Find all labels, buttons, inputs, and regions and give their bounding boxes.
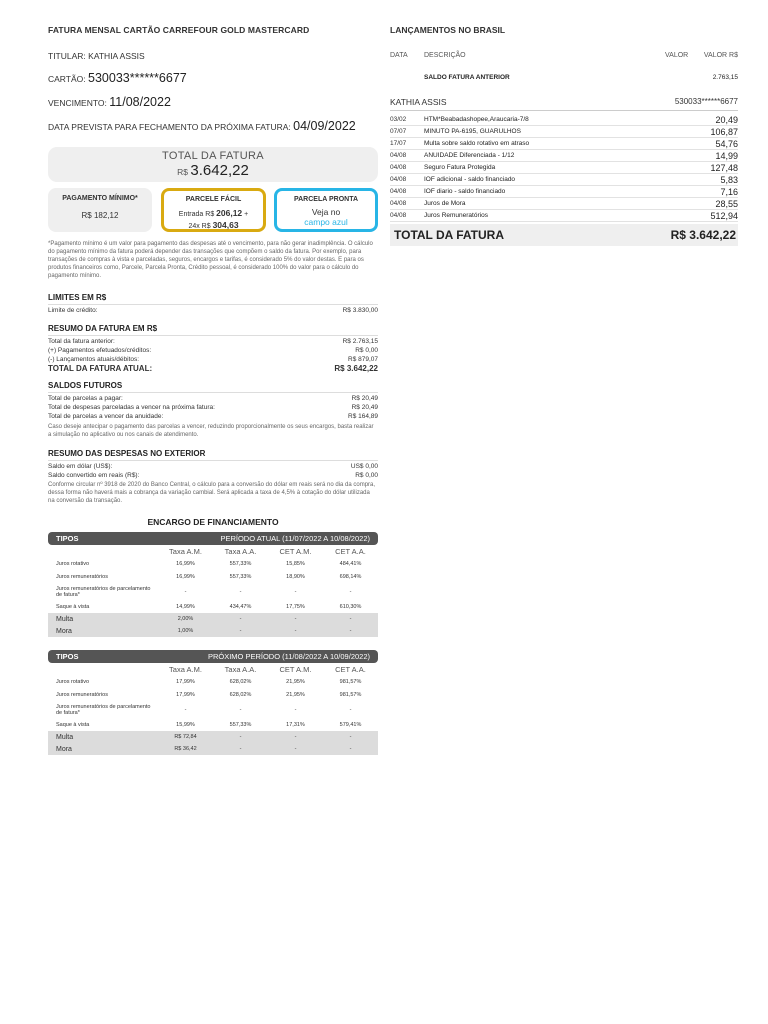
- encargo-row-value: -: [349, 628, 352, 634]
- encargo-row: [48, 600, 378, 613]
- parcela-pronta-line1: Veja no: [311, 207, 341, 217]
- encargo-table-header: [48, 650, 378, 663]
- transaction-description: MINUTO PA-6195, GUARULHOS: [424, 128, 521, 135]
- encargo-row-value: -: [239, 628, 242, 634]
- limites-row-label: Limite de crédito:: [48, 307, 98, 314]
- transaction-date: 04/08: [390, 164, 407, 171]
- encargo-row-value: 17,99%: [176, 678, 195, 685]
- col-descricao-header: DESCRIÇÃO: [424, 52, 466, 59]
- transaction-date: 17/07: [390, 140, 407, 147]
- encargo-table-header: [48, 532, 378, 545]
- encargo-row-name: Mora: [56, 627, 72, 635]
- encargo-column-header: CET A.A.: [335, 664, 366, 674]
- encargo-table-atual: [48, 532, 378, 637]
- fechamento-line: [48, 119, 356, 133]
- encargo-row-value: -: [239, 616, 242, 622]
- transaction-date: 03/02: [390, 116, 407, 123]
- parcelas-value: 304,63: [212, 220, 239, 230]
- saldos-row: [48, 412, 378, 421]
- resumo-row: [48, 346, 378, 355]
- encargo-row-value: -: [294, 746, 297, 752]
- transaction-amount: 28,55: [715, 198, 738, 209]
- encargo-row-value: -: [294, 588, 297, 595]
- encargo-row-value: 15,99%: [176, 721, 195, 728]
- transaction-description: IOF diario - saldo financiado: [424, 188, 506, 195]
- transaction-row: [390, 186, 738, 198]
- transaction-date: 04/08: [390, 188, 407, 195]
- exterior-row-value: R$ 0,00: [355, 472, 378, 479]
- total-amount: 3.642,22: [190, 162, 249, 179]
- encargo-row-name: Juros remuneratórios: [56, 573, 108, 580]
- transaction-description: HTM*Beabadashopee,Araucaria-7/8: [424, 116, 529, 123]
- encargo-column-header: Taxa A.A.: [224, 664, 257, 674]
- encargo-row-value: 2,00%: [177, 616, 194, 622]
- vencimento-line: [48, 95, 171, 109]
- transaction-amount: 127,48: [710, 162, 738, 173]
- holder-card: 530033******6677: [674, 97, 738, 106]
- encargo-row-value: -: [239, 746, 242, 752]
- encargo-periodo-label: PRÓXIMO PERÍODO (11/08/2022 A 10/09/2022): [207, 652, 370, 661]
- encargo-row-name: Juros remuneratórios de parcelamento de fatura*: [56, 703, 151, 716]
- parcela-pronta-line2: campo azul: [304, 217, 348, 227]
- resumo-title: RESUMO DA FATURA EM R$: [48, 324, 378, 336]
- resumo-total-label: TOTAL DA FATURA ATUAL:: [48, 364, 153, 373]
- resumo-rows: [48, 337, 378, 364]
- encargo-row-value: 981,57%: [339, 678, 362, 685]
- cartao-line: [48, 71, 187, 85]
- encargo-row: [48, 701, 378, 718]
- transaction-date: 07/07: [390, 128, 407, 135]
- encargo-row-value: -: [184, 588, 187, 595]
- transaction-list: [390, 114, 738, 222]
- saldo-anterior-label: SALDO FATURA ANTERIOR: [424, 74, 510, 81]
- encargo-tipos-label: TIPOS: [56, 652, 79, 661]
- resumo-row-value: R$ 879,07: [348, 356, 378, 363]
- encargo-row: [48, 743, 378, 755]
- encargo-row-value: -: [239, 588, 242, 595]
- total-currency: R$: [177, 167, 189, 177]
- cartao-label: CARTÃO:: [48, 74, 86, 84]
- saldo-anterior-value: 2.763,15: [712, 74, 738, 81]
- pagamento-minimo-value: R$ 182,12: [81, 211, 119, 220]
- transaction-date: 04/08: [390, 200, 407, 207]
- encargo-row-name: Multa: [56, 733, 74, 741]
- transaction-row: [390, 138, 738, 150]
- encargo-row-value: -: [239, 734, 242, 740]
- encargo-table-proximo: [48, 650, 378, 755]
- resumo-total-row: [48, 364, 378, 374]
- limites-section: [48, 293, 378, 315]
- transaction-row: [390, 198, 738, 210]
- saldos-row-value: R$ 20,49: [351, 404, 378, 411]
- transaction-date: 04/08: [390, 152, 407, 159]
- holder-row: [390, 97, 738, 111]
- vencimento-value: 11/08/2022: [109, 95, 171, 109]
- pagamento-minimo-title: PAGAMENTO MÍNIMO*: [62, 195, 138, 202]
- saldos-note: Caso deseje antecipar o pagamento das parcelas a vencer, reduzindo proporcionalmente os seus encargos, basta realizar a simulação no aplicativo ou nos canais de atendimento.: [48, 424, 374, 438]
- transaction-row: [390, 210, 738, 222]
- transaction-amount: 14,99: [715, 150, 738, 161]
- encargo-row-value: 17,99%: [176, 691, 195, 698]
- exterior-row: [48, 471, 378, 480]
- resumo-row: [48, 355, 378, 364]
- encargo-row-value: -: [349, 616, 352, 622]
- encargo-row-value: R$ 36,42: [174, 746, 197, 752]
- encargo-row-value: 434,47%: [229, 603, 252, 610]
- encargo-row: [48, 570, 378, 583]
- encargo-row-name: Mora: [56, 745, 72, 753]
- transaction-description: Juros de Mora: [424, 200, 466, 207]
- exterior-note: Conforme circular nº 3918 de 2020 do Banco Central, o cálculo para a conversão do dólar em reais será no dia da compra, dessa forma não haverá mais a cobrança da variação cambial. Será aplicada a taxa de 4,5% à cotação do dólar utilizada na conversão da transação.: [48, 482, 376, 504]
- encargo-row: [48, 613, 378, 625]
- limites-row: [48, 306, 378, 315]
- entrada-suffix: +: [242, 211, 249, 218]
- holder-name: KATHIA ASSIS: [390, 97, 447, 107]
- resumo-row-value: R$ 2.763,15: [342, 338, 378, 345]
- transaction-amount: 106,87: [710, 126, 738, 137]
- resumo-row-label: Total da fatura anterior:: [48, 338, 115, 345]
- transaction-row: [390, 114, 738, 126]
- encargo-row-value: 17,75%: [286, 603, 305, 610]
- transaction-date: 04/08: [390, 212, 407, 219]
- exterior-row-value: US$ 0,00: [350, 463, 378, 470]
- saldos-row-value: R$ 164,89: [348, 413, 378, 420]
- encargo-row-value: 14,99%: [176, 603, 195, 610]
- transaction-amount: 5,83: [720, 174, 738, 185]
- lancamentos-title: LANÇAMENTOS NO BRASIL: [390, 25, 506, 35]
- saldos-row-label: Total de parcelas a vencer da anuidade:: [48, 413, 164, 420]
- encargo-column-header: CET A.M.: [279, 664, 312, 674]
- encargo-row-value: -: [349, 588, 352, 595]
- encargo-row: [48, 731, 378, 743]
- lancamentos-total-value: R$ 3.642,22: [670, 228, 736, 242]
- encargo-row-value: -: [294, 628, 297, 634]
- titular-line: [48, 51, 145, 61]
- encargo-row-value: -: [349, 734, 352, 740]
- encargo-row-value: 16,99%: [176, 573, 195, 580]
- encargo-column-header: Taxa A.M.: [169, 664, 202, 674]
- saldos-row: [48, 403, 378, 412]
- limites-row-value: R$ 3.830,00: [342, 307, 378, 314]
- saldos-row-value: R$ 20,49: [351, 395, 378, 402]
- resumo-section: [48, 324, 378, 374]
- entrada-prefix: Entrada R$: [178, 211, 217, 218]
- encargo-row-value: R$ 72,84: [174, 734, 197, 740]
- transaction-row: [390, 150, 738, 162]
- exterior-row: [48, 462, 378, 471]
- transaction-amount: 7,16: [720, 186, 738, 197]
- parcela-pronta-title: PARCELA PRONTA: [293, 196, 359, 203]
- entrada-value: 206,12: [216, 208, 243, 218]
- transaction-amount: 20,49: [715, 114, 738, 125]
- encargo-row-value: -: [294, 706, 297, 713]
- encargo-row-name: Juros rotativo: [56, 678, 90, 685]
- total-fatura-box: [48, 147, 378, 182]
- fechamento-value: 04/09/2022: [293, 119, 356, 133]
- saldos-row-label: Total de despesas parceladas a vencer na próxima fatura:: [48, 404, 215, 411]
- encargo-row-value: -: [294, 734, 297, 740]
- resumo-row: [48, 337, 378, 346]
- encargo-row-name: Saque à vista: [56, 603, 90, 610]
- total-fatura-label: TOTAL DA FATURA: [162, 150, 264, 162]
- transaction-description: Multa sobre saldo rotativo em atraso: [424, 140, 530, 147]
- encargo-row-value: 698,14%: [339, 573, 362, 580]
- encargo-row-value: 628,02%: [229, 678, 252, 685]
- encargo-row: [48, 557, 378, 570]
- col-data-header: DATA: [390, 52, 408, 59]
- encargo-column-header: CET A.M.: [279, 546, 312, 556]
- encargo-row-value: 579,41%: [339, 721, 362, 728]
- transaction-description: Juros Remuneratórios: [424, 212, 488, 219]
- resumo-row-label: (+) Pagamentos efetuados/créditos:: [48, 347, 152, 354]
- resumo-total-value: R$ 3.642,22: [334, 364, 378, 373]
- encargo-row-name: Saque à vista: [56, 721, 90, 728]
- pagamento-minimo-card: [48, 188, 152, 232]
- statement-title: FATURA MENSAL CARTÃO CARREFOUR GOLD MASTERCARD: [48, 25, 310, 35]
- encargo-row-value: 1,00%: [177, 628, 194, 634]
- encargo-column-header: Taxa A.M.: [169, 546, 202, 556]
- encargo-row: [48, 625, 378, 637]
- transaction-description: IOF adicional - saldo financiado: [424, 176, 516, 183]
- limites-title: LIMITES EM R$: [48, 293, 378, 305]
- transaction-row: [390, 174, 738, 186]
- encargo-tipos-label: TIPOS: [56, 534, 79, 543]
- encargo-periodo-label: PERÍODO ATUAL (11/07/2022 A 10/08/2022): [220, 534, 370, 543]
- encargo-column-headers: [48, 663, 378, 675]
- exterior-rows: [48, 462, 378, 480]
- transaction-amount: 512,94: [710, 210, 738, 221]
- col-valor-rs-header: VALOR R$: [703, 52, 738, 59]
- titular-label: TITULAR:: [48, 51, 86, 61]
- exterior-row-label: Saldo em dólar (US$):: [48, 463, 113, 470]
- transaction-amount: 54,76: [715, 138, 738, 149]
- encargo-row-value: 610,30%: [339, 603, 362, 610]
- encargo-row-value: 557,33%: [229, 721, 252, 728]
- encargo-row-value: 484,41%: [339, 560, 362, 567]
- resumo-row-value: R$ 0,00: [355, 347, 378, 354]
- encargo-row: [48, 675, 378, 688]
- encargo-row: [48, 583, 378, 600]
- saldos-rows: [48, 394, 378, 421]
- resumo-row-label: (-) Lançamentos atuais/débitos:: [48, 356, 140, 363]
- col-valor-header: VALOR: [665, 52, 689, 59]
- vencimento-label: VENCIMENTO:: [48, 98, 107, 108]
- encargo-title: ENCARGO DE FINANCIAMENTO: [147, 517, 279, 527]
- encargo-row-value: 557,33%: [229, 560, 252, 567]
- parcela-pronta-value: [277, 207, 375, 227]
- transaction-row: [390, 126, 738, 138]
- parcele-facil-value: [164, 208, 263, 232]
- exterior-row-label: Saldo convertido em reais (R$):: [48, 472, 140, 479]
- transaction-date: 04/08: [390, 176, 407, 183]
- fechamento-label: DATA PREVISTA PARA FECHAMENTO DA PRÓXIMA FATURA:: [48, 122, 291, 132]
- total-fatura-value: [48, 162, 378, 179]
- exterior-title: RESUMO DAS DESPESAS NO EXTERIOR: [48, 449, 378, 461]
- saldos-row: [48, 394, 378, 403]
- encargo-row-value: 21,95%: [286, 678, 305, 685]
- encargo-row-name: Juros remuneratórios de parcelamento de fatura*: [56, 585, 151, 598]
- transaction-description: Seguro Fatura Protegida: [424, 164, 496, 171]
- encargo-row-value: -: [349, 706, 352, 713]
- limites-rows: [48, 306, 378, 315]
- encargo-row-value: 15,85%: [286, 560, 305, 567]
- transaction-row: [390, 162, 738, 174]
- encargo-row-value: -: [184, 706, 187, 713]
- titular-value: KATHIA ASSIS: [88, 51, 145, 61]
- encargo-row-name: Juros rotativo: [56, 560, 90, 567]
- lancamentos-total-row: [390, 224, 738, 246]
- saldos-row-label: Total de parcelas a pagar:: [48, 395, 123, 402]
- pagamento-minimo-note: *Pagamento mínimo é um valor para pagamento das despesas até o vencimento, para não gerar inadimplência. O cálculo do pagamento mínimo da fatura poderá depender das transações que compõem o saldo da fatura. Por exemplo, para transações de compras à vista e parceladas, seguros, encargos e tarifas, é considerado 5% do valor destas. E para os produtos financeiros como, Parcele, Parcela Pronta, Crédito pessoal, é considerado 100% do valor para o cálculo do pagamento mínimo.: [48, 241, 373, 279]
- encargo-row-name: Multa: [56, 615, 74, 623]
- encargo-column-headers: [48, 545, 378, 557]
- encargo-column-header: Taxa A.A.: [224, 546, 257, 556]
- parcela-pronta-card: [274, 188, 378, 232]
- encargo-row-value: -: [294, 616, 297, 622]
- lancamentos-total-label: TOTAL DA FATURA: [394, 228, 504, 242]
- saldos-title: SALDOS FUTUROS: [48, 381, 378, 393]
- parcele-facil-card: [161, 188, 266, 232]
- saldos-section: [48, 381, 378, 439]
- encargo-row-value: 16,99%: [176, 560, 195, 567]
- encargo-row-value: 17,31%: [286, 721, 305, 728]
- encargo-row-value: 21,95%: [286, 691, 305, 698]
- parcele-facil-title: PARCELE FÁCIL: [185, 196, 242, 203]
- encargo-row-value: 18,90%: [286, 573, 305, 580]
- cartao-value: 530033******6677: [88, 71, 187, 85]
- encargo-row-value: -: [239, 706, 242, 713]
- exterior-section: [48, 449, 378, 505]
- encargo-row-value: 628,02%: [229, 691, 252, 698]
- transaction-description: ANUIDADE Diferenciada - 1/12: [424, 152, 515, 159]
- encargo-row-value: -: [349, 746, 352, 752]
- encargo-row-value: 557,33%: [229, 573, 252, 580]
- encargo-row: [48, 688, 378, 701]
- encargo-row-name: Juros remuneratórios: [56, 691, 108, 698]
- encargo-row: [48, 718, 378, 731]
- parcelas-prefix: 24x R$: [188, 223, 213, 230]
- encargo-row-value: 981,57%: [339, 691, 362, 698]
- encargo-column-header: CET A.A.: [335, 546, 366, 556]
